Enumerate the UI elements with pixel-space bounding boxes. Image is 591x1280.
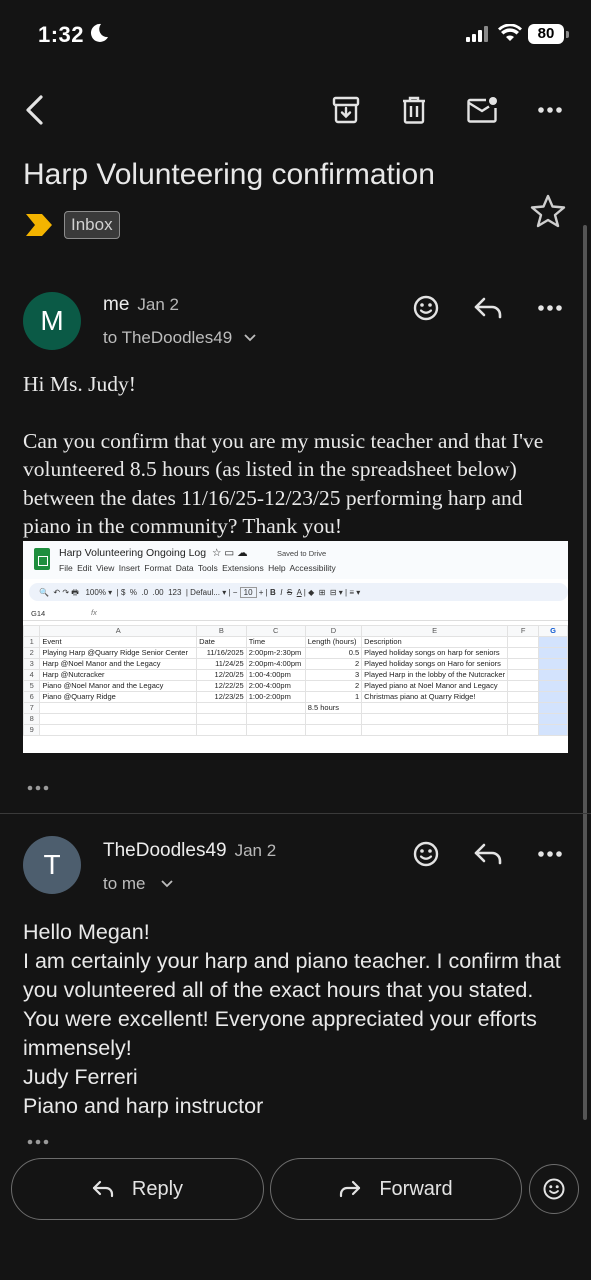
back-button[interactable] bbox=[14, 90, 54, 130]
spreadsheet-image[interactable] bbox=[23, 541, 568, 753]
table-row: 2 Playing Harp @Quarry Ridge Senior Center 11/16/2025 2:00pm-2:30pm 0.5 Played holiday songs on harp for seniors bbox=[24, 648, 568, 659]
inbox-label-chip[interactable]: Inbox bbox=[64, 211, 120, 239]
importance-marker-icon[interactable] bbox=[26, 214, 52, 236]
spreadsheet-header bbox=[23, 541, 568, 579]
status-time: 1:32 bbox=[38, 22, 85, 47]
emoji-reaction-icon[interactable] bbox=[408, 836, 444, 872]
show-trimmed-content-icon[interactable] bbox=[26, 783, 50, 793]
sender-line bbox=[103, 840, 276, 862]
body-paragraph: I am certainly your harp and piano teacher. I confirm that you volunteered all of the exact hours that you stated. You were excellent! Everyone appreciated your efforts immensely! bbox=[23, 949, 561, 1060]
forward-label: Forward bbox=[379, 1177, 453, 1200]
fx-label: fx bbox=[91, 608, 97, 617]
table-row: 6 Piano @Quarry Ridge 12/23/25 1:00-2:00pm 1 Christmas piano at Quarry Ridge! bbox=[24, 692, 568, 703]
signature-title: Piano and harp instructor bbox=[23, 1094, 264, 1118]
battery-indicator: 80 bbox=[528, 24, 564, 44]
archive-icon bbox=[332, 96, 360, 124]
reply-icon[interactable] bbox=[470, 290, 506, 326]
message-body bbox=[23, 918, 573, 1121]
toolbar bbox=[0, 82, 591, 138]
table-row: 1 Event Date Time Length (hours) Description bbox=[24, 637, 568, 648]
more-options-button[interactable] bbox=[530, 90, 570, 130]
spreadsheet-title: Harp Volunteering Ongoing Log ☆ ▭ ☁ bbox=[59, 547, 248, 559]
table-row: 9 bbox=[24, 725, 568, 736]
greeting-paragraph: Hi Ms. Judy! bbox=[23, 372, 136, 396]
chevron-down-icon bbox=[160, 879, 174, 889]
reply-button[interactable] bbox=[11, 1158, 264, 1220]
emoji-reaction-icon[interactable] bbox=[408, 290, 444, 326]
message-divider bbox=[0, 813, 591, 814]
wifi-icon bbox=[498, 24, 522, 42]
email-subject: Harp Volunteering confirmation bbox=[23, 158, 435, 191]
column-header-row: A B C D E F G bbox=[24, 626, 568, 637]
saved-status: Saved to Drive bbox=[277, 549, 327, 558]
message-body bbox=[23, 370, 563, 569]
reply-icon[interactable] bbox=[470, 836, 506, 872]
body-paragraph: Can you confirm that you are my music teacher and that I've volunteered 8.5 hours (as listed in the spreadsheet below) between the dates 11/16/25-12/23/25 performing harp and piano in the community? Thank you! bbox=[23, 428, 544, 538]
cell-reference: G14 bbox=[31, 609, 46, 618]
recipient-details[interactable] bbox=[103, 328, 257, 348]
table-row: 4 Harp @Nutcracker 12/20/25 1:00-4:00pm 3 Played Harp in the lobby of the Nutcracker bbox=[24, 670, 568, 681]
sheets-logo-icon bbox=[34, 548, 50, 570]
formula-bar bbox=[23, 607, 568, 621]
forward-icon bbox=[339, 1179, 361, 1199]
mark-unread-button[interactable] bbox=[462, 90, 504, 130]
sender-line bbox=[103, 294, 179, 316]
spreadsheet-grid bbox=[23, 625, 568, 736]
archive-button[interactable] bbox=[326, 90, 366, 130]
show-trimmed-content-icon[interactable] bbox=[26, 1137, 50, 1147]
battery-nub bbox=[566, 31, 569, 38]
cellular-signal-icon bbox=[466, 26, 490, 42]
message-date: Jan 2 bbox=[234, 841, 277, 860]
chevron-down-icon bbox=[243, 333, 257, 343]
spreadsheet-menu: File Edit View Insert Format Data Tools Extensions Help Accessibility bbox=[59, 563, 336, 573]
back-arrow-icon bbox=[23, 95, 45, 125]
avatar[interactable]: M bbox=[23, 292, 81, 350]
reply-label: Reply bbox=[131, 1177, 184, 1200]
message-date: Jan 2 bbox=[137, 295, 179, 314]
star-icon[interactable] bbox=[530, 194, 566, 228]
bottom-actions bbox=[0, 1158, 591, 1220]
avatar[interactable]: T bbox=[23, 836, 81, 894]
mark-unread-icon bbox=[467, 96, 499, 124]
table-row: 5 Piano @Noel Manor and the Legacy 12/22/25 2:00-4:00pm 2 Played piano at Noel Manor and Legacy bbox=[24, 681, 568, 692]
greeting-line: Hello Megan! bbox=[23, 920, 150, 944]
status-bar bbox=[0, 0, 591, 70]
emoji-icon bbox=[541, 1176, 567, 1202]
moon-icon bbox=[88, 22, 110, 44]
signature-name: Judy Ferreri bbox=[23, 1065, 138, 1089]
more-horizontal-icon[interactable] bbox=[532, 836, 568, 872]
recipient-text: to me bbox=[103, 874, 146, 893]
delete-button[interactable] bbox=[394, 90, 434, 130]
spreadsheet-toolbar: 🔍 ↶ ↷ 🖶 100% ▾ | $ % .0 .00 123 | Defaul... ▾ | − 10 + | B I S A | ◆ ⊞ ⊟ ▾ | ≡ ▾ bbox=[29, 583, 568, 601]
table-row: 8 bbox=[24, 714, 568, 725]
label-row bbox=[26, 210, 120, 240]
more-horizontal-icon bbox=[537, 106, 563, 114]
sender-name[interactable]: TheDoodles49 bbox=[103, 840, 227, 861]
scrollbar[interactable] bbox=[583, 225, 587, 1120]
reply-icon bbox=[92, 1179, 114, 1199]
trash-icon bbox=[401, 96, 427, 124]
more-horizontal-icon[interactable] bbox=[532, 290, 568, 326]
sender-name[interactable]: me bbox=[103, 294, 130, 315]
table-row: 3 Harp @Noel Manor and the Legacy 11/24/25 2:00pm-4:00pm 2 Played holiday songs on Haro for seniors bbox=[24, 659, 568, 670]
recipient-text: to TheDoodles49 bbox=[103, 328, 233, 347]
table-row: 7 8.5 hours bbox=[24, 703, 568, 714]
emoji-reaction-button[interactable] bbox=[529, 1164, 579, 1214]
recipient-details[interactable] bbox=[103, 874, 174, 894]
forward-button[interactable] bbox=[270, 1158, 522, 1220]
